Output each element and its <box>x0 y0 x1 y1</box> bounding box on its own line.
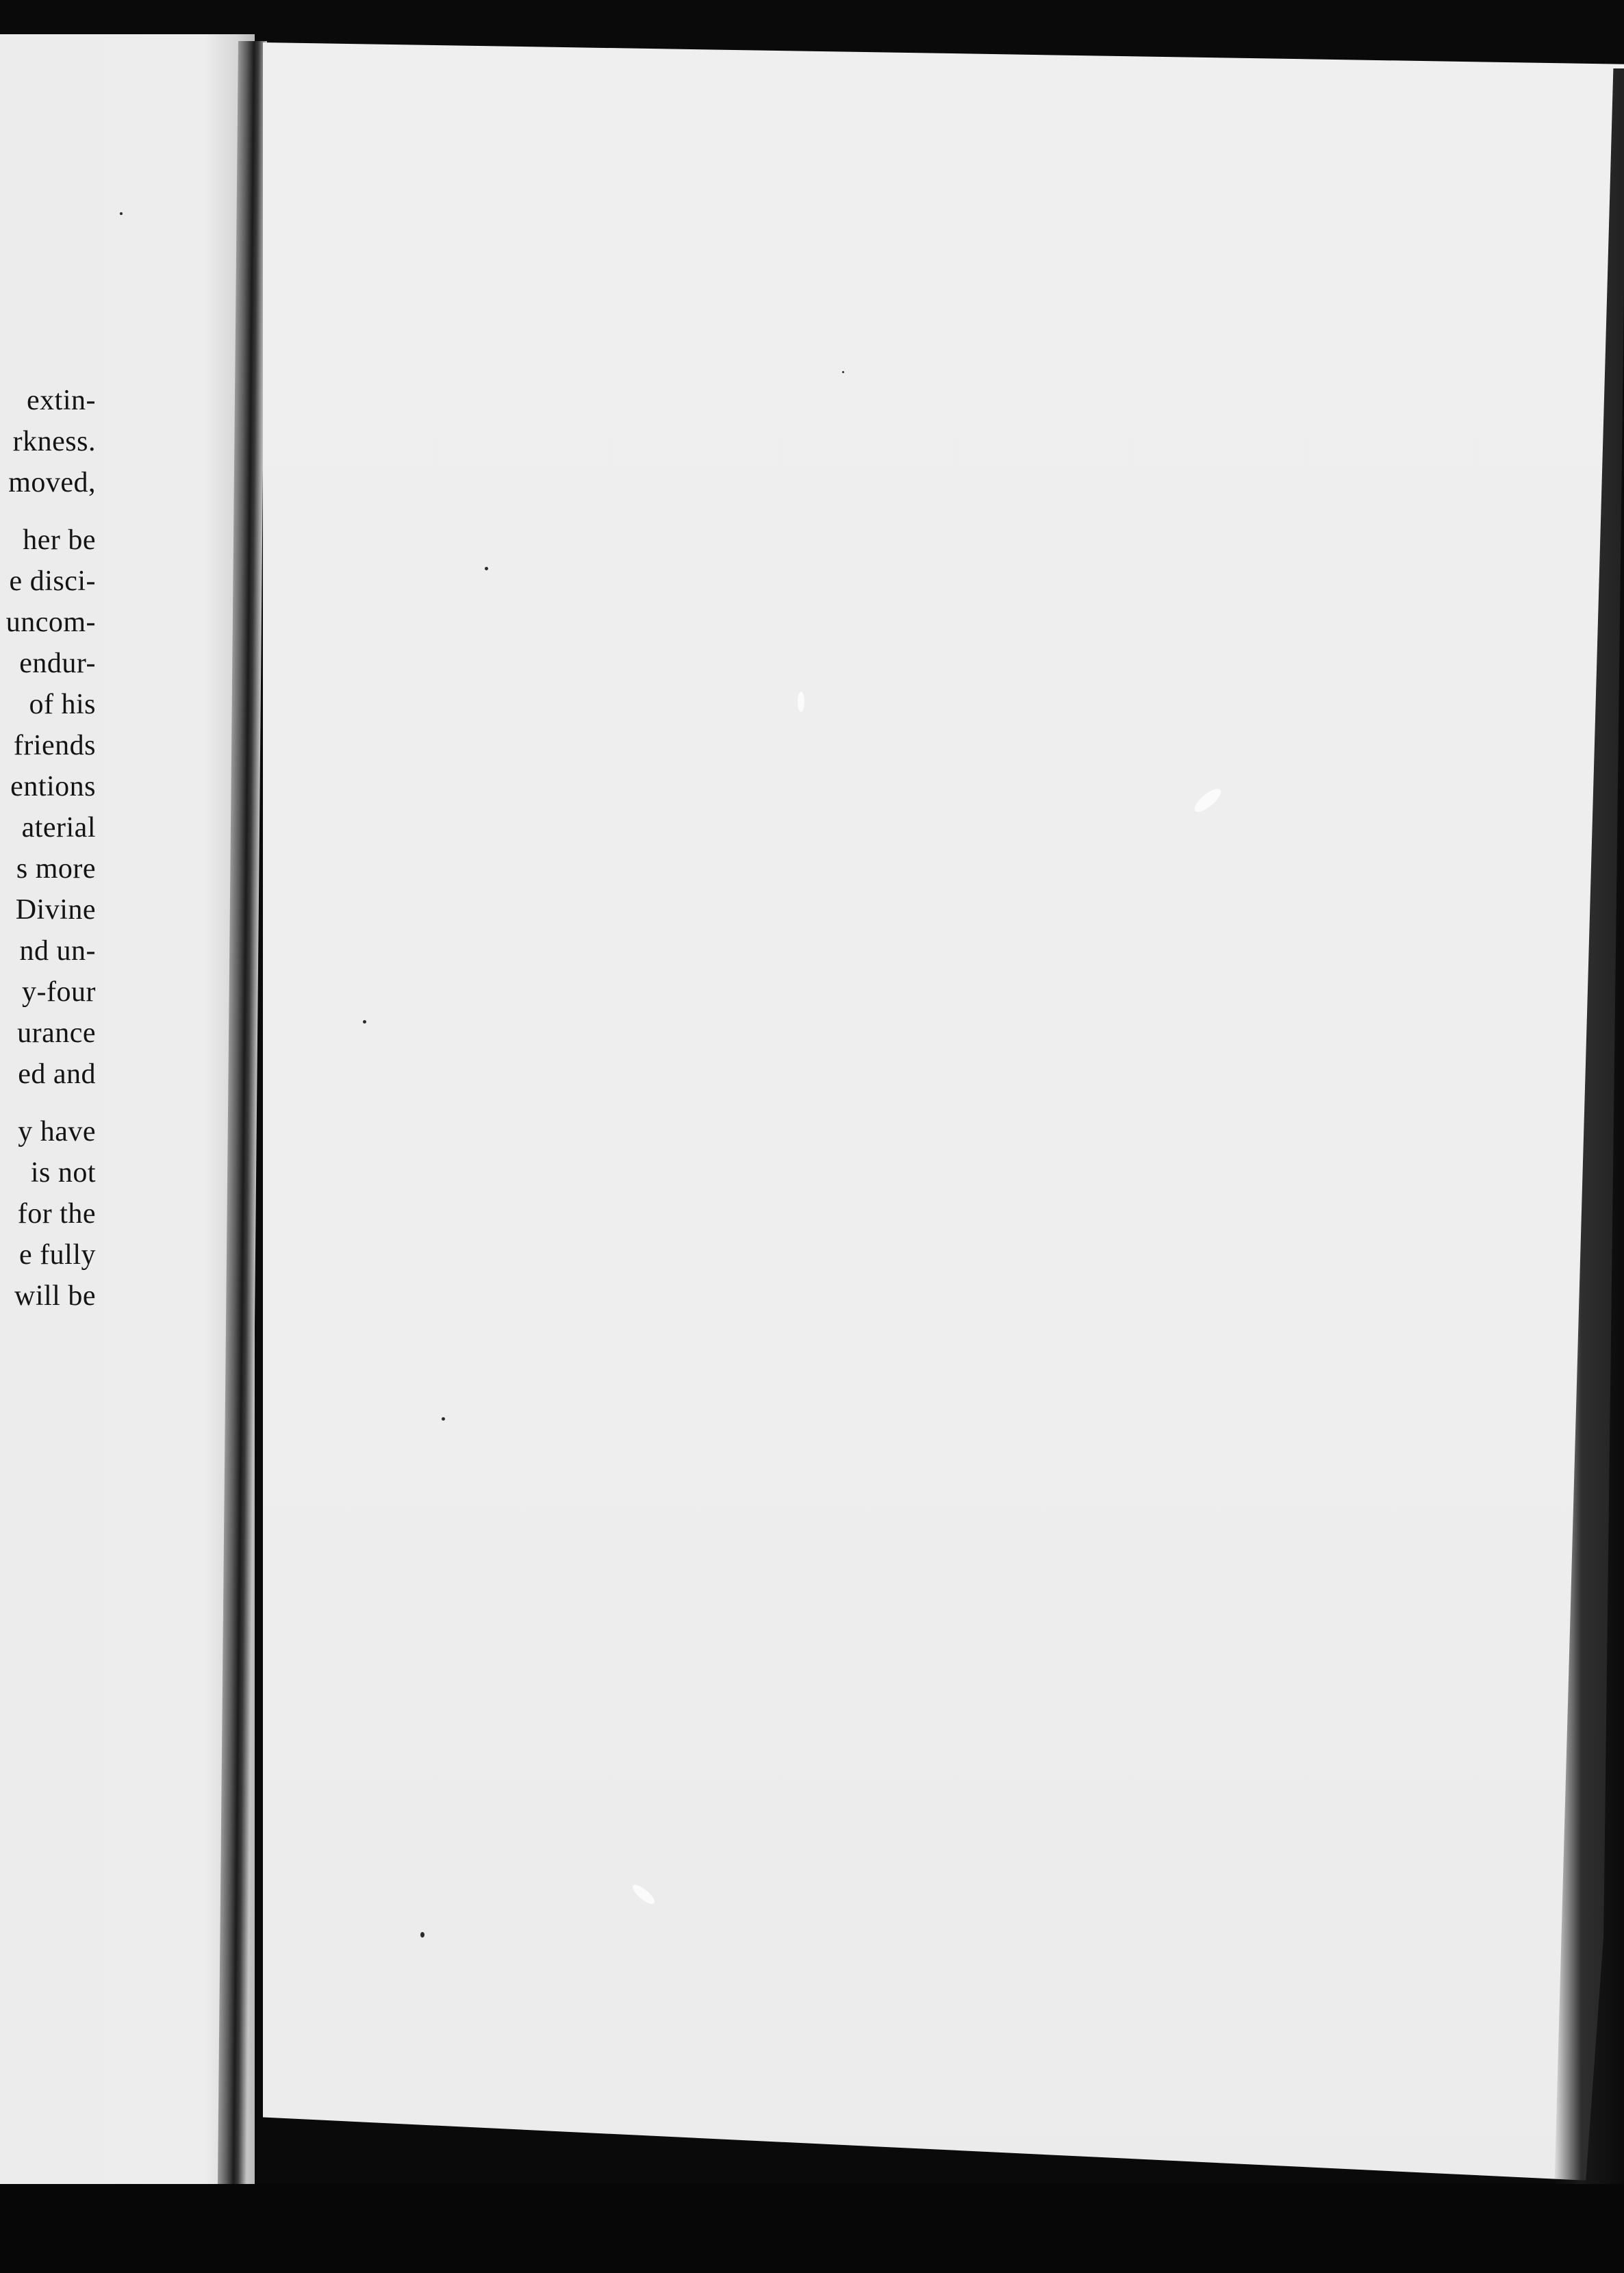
text-line: rkness. <box>12 426 96 457</box>
text-line: her be <box>23 524 96 556</box>
left-page-text <box>0 380 96 1317</box>
text-line: for the <box>17 1198 96 1230</box>
dust-speck <box>420 1932 424 1938</box>
text-line: y have <box>18 1116 96 1147</box>
text-line: moved, <box>8 467 96 498</box>
text-line: ed and <box>18 1058 96 1090</box>
dust-speck <box>363 1020 366 1024</box>
text-line: nd un- <box>19 935 96 967</box>
text-line: y-four <box>22 976 96 1008</box>
text-line: Divine <box>15 894 96 926</box>
text-line: s more <box>16 853 96 885</box>
text-line: will be <box>14 1280 96 1312</box>
text-line: endur- <box>19 648 96 679</box>
dust-speck <box>842 371 844 373</box>
paragraph-break <box>0 1095 96 1111</box>
text-line: of his <box>29 689 96 720</box>
scan-glint <box>798 691 804 712</box>
dust-speck <box>120 212 123 215</box>
dust-speck <box>442 1417 445 1421</box>
dust-speck <box>485 567 488 570</box>
right-page-blank <box>263 42 1624 2220</box>
text-line: uncom- <box>5 607 96 638</box>
scan-bottom-shadow <box>0 2184 1624 2273</box>
text-line: is not <box>30 1157 96 1189</box>
text-line: e fully <box>19 1239 96 1271</box>
text-line: aterial <box>21 812 96 843</box>
text-line: entions <box>10 771 96 802</box>
text-line: friends <box>13 730 96 761</box>
text-line: e disci- <box>9 566 96 597</box>
paragraph-break <box>0 503 96 520</box>
text-line: urance <box>17 1017 96 1049</box>
text-line: extin- <box>27 385 96 416</box>
left-page <box>0 34 255 2198</box>
